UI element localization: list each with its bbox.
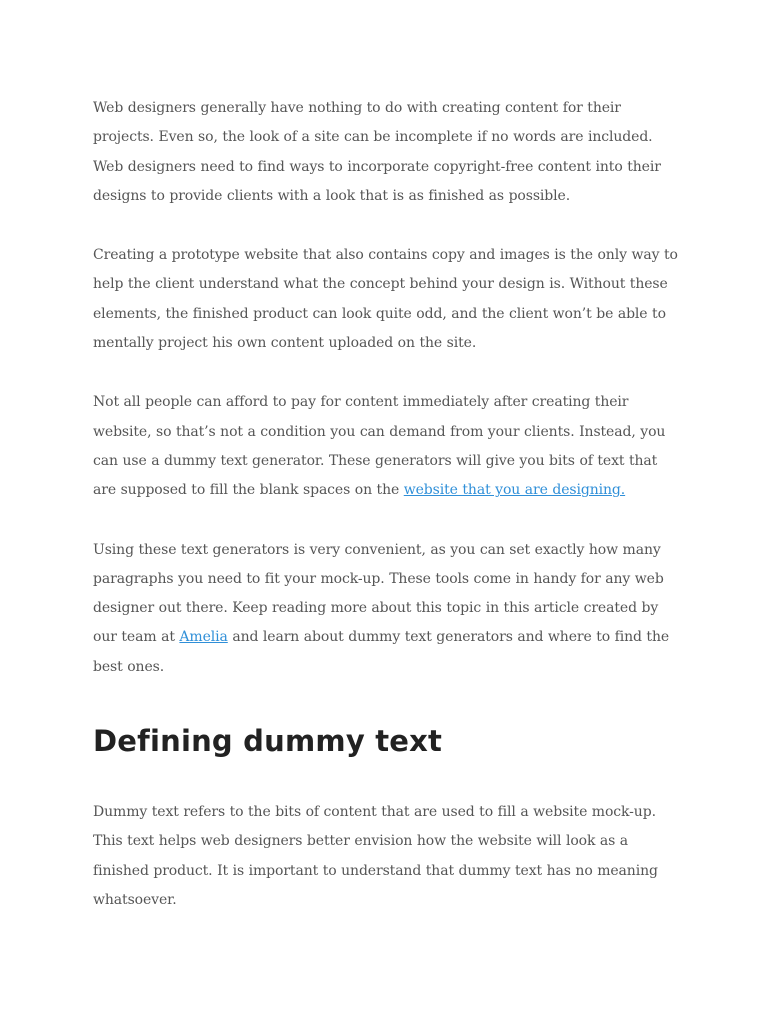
paragraph-1: Web designers generally have nothing to do with creating content for their projects. Even so, the look of a site can be incomplete if no words are included. Web designers need to find ways to incorporate copyright-free content into their designs to provide clients with a look that is as finished as possible.: [93, 100, 661, 204]
article-body: [93, 94, 683, 915]
website-designing-link[interactable]: website that you are designing.: [403, 482, 626, 499]
amelia-link[interactable]: Amelia: [179, 629, 228, 646]
paragraph-5: Dummy text refers to the bits of content that are used to fill a website mock-up. This text helps web designers better envision how the website will look as a finished product. It is important to understand that dummy text has no meaning whatsoever.: [93, 803, 658, 908]
paragraph-4-text-after: and learn about dummy text generators and where to find the best ones.: [93, 629, 670, 675]
paragraph-4-text-before: Using these text generators is very convenient, as you can set exactly how many paragraphs you need to fit your mock-up. These tools come in handy for any web designer out there. Keep reading more about this topic in this article created by our team at: [93, 541, 664, 646]
paragraph-2: Creating a prototype website that also contains copy and images is the only way to help the client understand what the concept behind your design is. Without these elements, the finished product can look quite odd, and the client won’t be able to mentally project his own content uploaded on the site.: [93, 247, 678, 352]
paragraph-3: [93, 388, 683, 505]
section-heading: Defining dummy text: [93, 724, 443, 759]
paragraph-3-text: Not all people can afford to pay for content immediately after creating their website, so that’s not a condition you can demand from your clients. Instead, you can use a dummy text generator. These generators will give you bits of text that are supposed to fill the blank spaces on the: [93, 394, 666, 499]
paragraph-4: [93, 536, 683, 682]
